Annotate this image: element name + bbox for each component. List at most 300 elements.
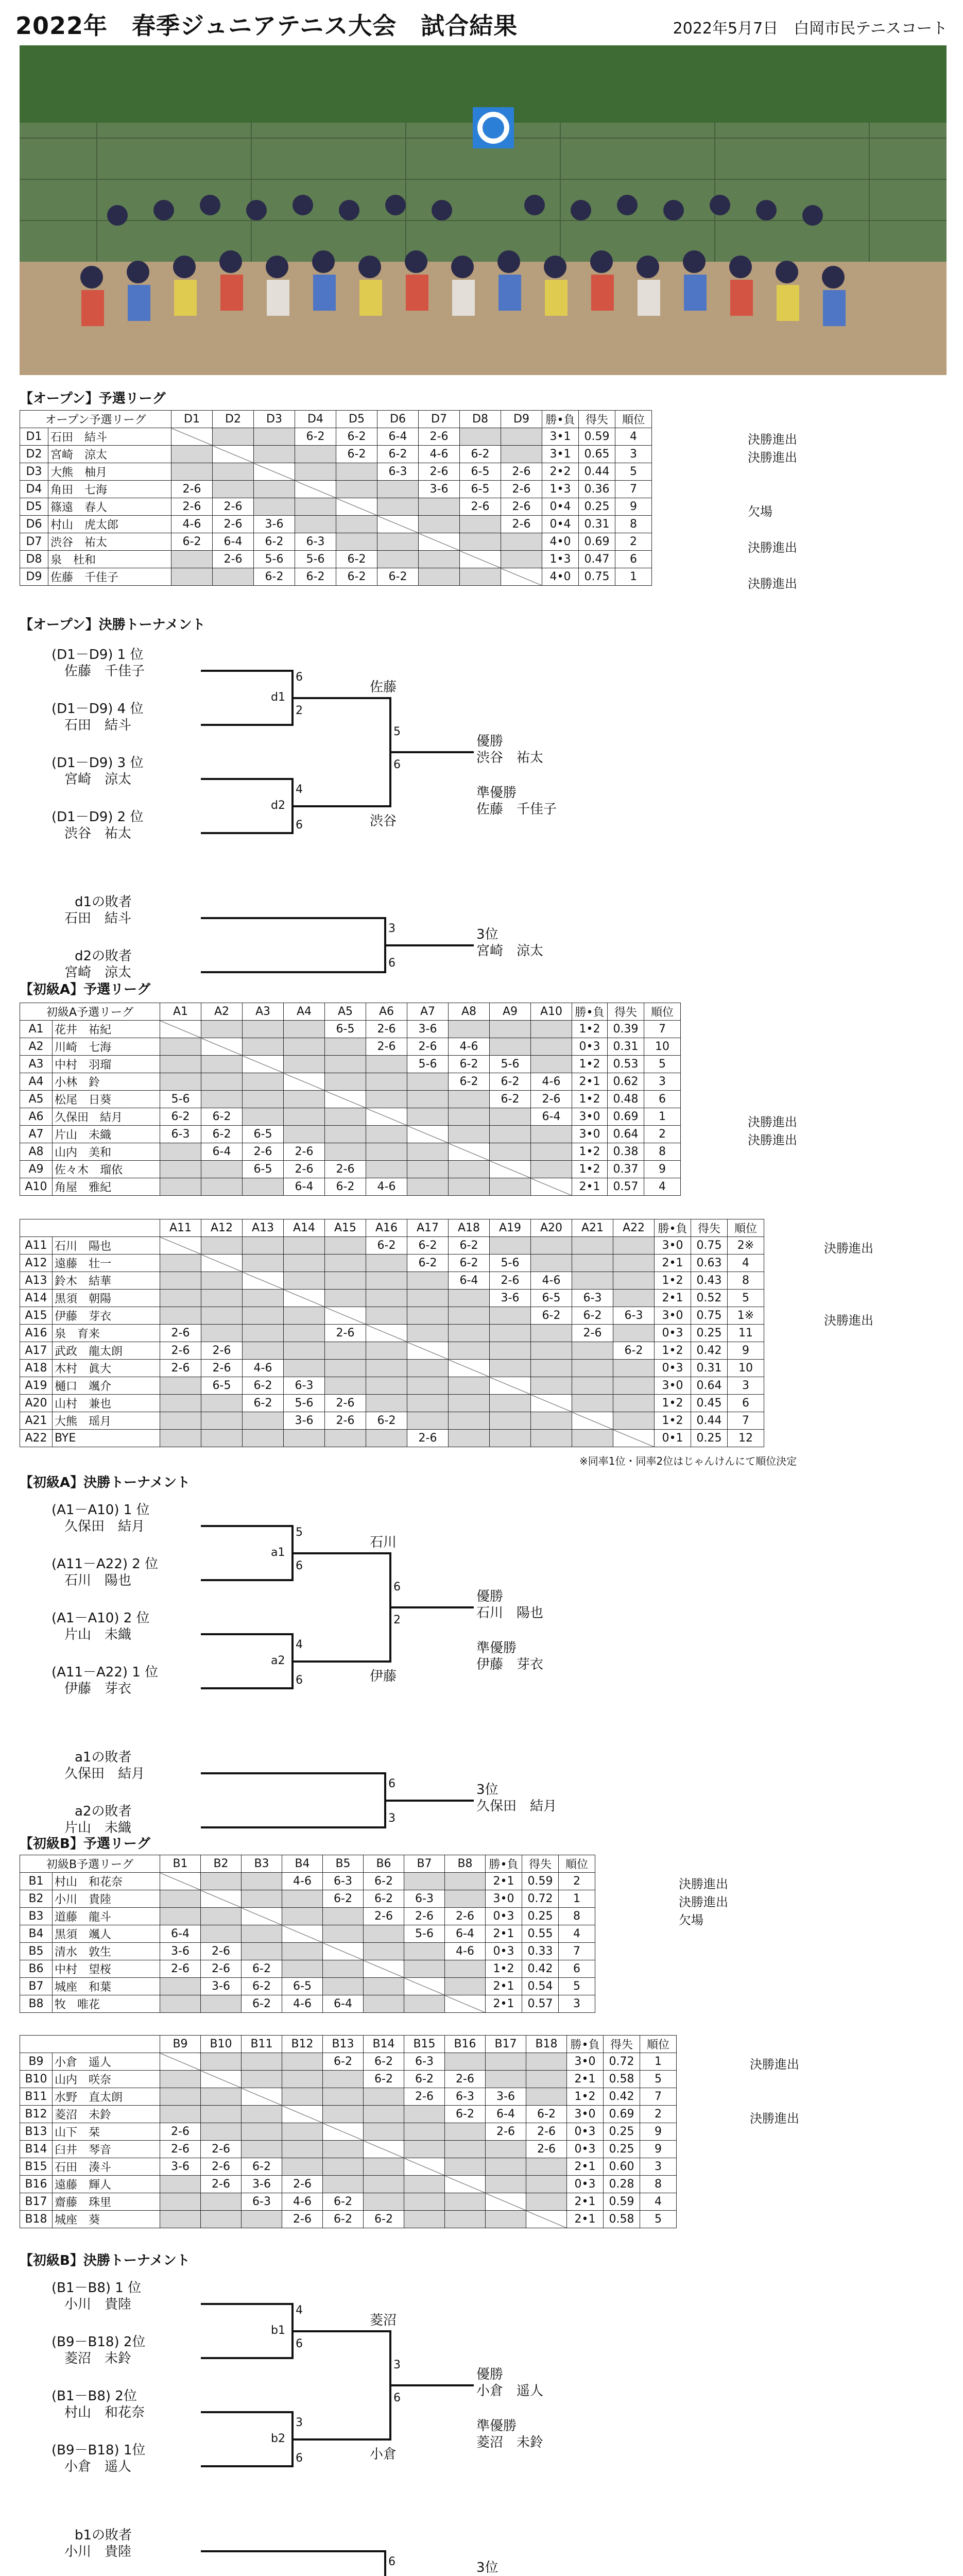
score-cell: 2-6: [160, 1360, 201, 1377]
stat-header: 勝•負: [542, 411, 579, 428]
column-header: B10: [201, 2036, 242, 2053]
score-cell: [295, 481, 336, 498]
score-cell: [201, 1038, 243, 1056]
stat-header: 得失: [604, 2036, 640, 2053]
score-cell: [531, 1430, 572, 1447]
score-cell: 3-6: [419, 481, 460, 498]
table-header-row: [20, 1219, 764, 1237]
score-cell: [201, 1237, 243, 1255]
player-name: 山内 咲奈: [53, 2071, 160, 2088]
rank: 7: [615, 481, 652, 498]
rank: 8: [644, 1143, 681, 1161]
score-cell: 2-6: [419, 428, 460, 446]
score-cell: [445, 1960, 486, 1978]
score-cell: [460, 516, 501, 533]
score-cell: [613, 1377, 655, 1395]
score-cell: 6-2: [449, 1237, 490, 1255]
score-cell: 3-6: [254, 516, 295, 533]
score-cell: [284, 1290, 325, 1307]
page-title: 2022年 春季ジュニアテニス大会 試合結果: [15, 12, 518, 40]
score-cell: [201, 1995, 242, 2013]
score-cell: 3-6: [242, 2176, 282, 2193]
win-loss: 0•3: [572, 1038, 608, 1056]
score-cell: 2-6: [282, 2176, 323, 2193]
loser-label: a1の敗者: [75, 1750, 132, 1765]
win-loss: 0•4: [542, 498, 579, 516]
player-id: A18: [20, 1360, 53, 1377]
score-cell: 6-2: [242, 2158, 282, 2176]
column-header: B12: [282, 2036, 323, 2053]
player-name: 佐々木 瑠依: [53, 1161, 160, 1178]
score-cell: [213, 428, 254, 446]
score-cell: 6-2: [242, 1960, 282, 1978]
score-cell: [531, 1021, 572, 1038]
seed-label: (B1－B8) 1 位: [51, 2280, 142, 2296]
win-loss: 2•1: [567, 2193, 604, 2211]
score-cell: [490, 1395, 531, 1412]
score-cell: [323, 2106, 364, 2123]
player-name: 渋谷 祐太: [48, 533, 171, 551]
score-cell: 4-6: [531, 1272, 572, 1290]
third-place-name: 久保田 結月: [476, 1798, 557, 1814]
score-cell: 6-2: [490, 1091, 531, 1108]
score-cell: [254, 498, 295, 516]
column-header: A7: [407, 1003, 449, 1021]
loser-label: b1の敗者: [75, 2528, 132, 2543]
column-header: B18: [526, 2036, 567, 2053]
score-cell: [323, 2141, 364, 2158]
column-header: D4: [295, 411, 336, 428]
league-table: [20, 1219, 764, 1447]
bracket-line: [391, 1606, 474, 1608]
score-cell: [572, 1272, 613, 1290]
score-cell: [243, 1272, 284, 1290]
win-loss: 2•2: [542, 463, 579, 481]
score-cell: [325, 1038, 366, 1056]
score-cell: [243, 1237, 284, 1255]
stat-header: 勝•負: [567, 2036, 604, 2053]
bracket-line: [201, 2357, 294, 2359]
column-header: A11: [160, 1219, 201, 1237]
event-venue: 白岡市民テニスコート: [794, 20, 948, 38]
score-cell: [490, 1178, 531, 1196]
game-ratio: 0.75: [579, 568, 615, 586]
score-cell: [282, 1943, 323, 1960]
win-loss: 2•1: [486, 1925, 522, 1943]
player-name: 渋谷 祐太: [64, 826, 132, 841]
column-header: D5: [336, 411, 377, 428]
event-date: 2022年5月7日: [673, 20, 779, 38]
score-cell: [572, 1377, 613, 1395]
player-id: B7: [20, 1978, 53, 1995]
score-cell: [201, 2071, 242, 2088]
column-header: A4: [284, 1003, 325, 1021]
score-cell: 2-6: [284, 1143, 325, 1161]
row-note: 欠場: [748, 504, 772, 519]
score-cell: [613, 1290, 655, 1307]
win-loss: 0•3: [567, 2123, 604, 2141]
table-title-cell: 初級A予選リーグ: [20, 1003, 160, 1021]
score-cell: [366, 1108, 407, 1126]
bracket-line: [294, 1660, 391, 1663]
player-id: D5: [20, 498, 48, 516]
column-header: B1: [160, 1855, 201, 1873]
table-row: [20, 1126, 681, 1143]
win-loss: 2•1: [567, 2158, 604, 2176]
table-header-row: [20, 1003, 681, 1021]
table-row: [20, 1908, 595, 1925]
score-cell: [501, 428, 542, 446]
game-ratio: 0.64: [691, 1377, 728, 1395]
score-cell: 6-2: [323, 2193, 364, 2211]
rank: 7: [728, 1412, 764, 1430]
rank: 8: [615, 516, 652, 533]
table-row: [20, 2211, 677, 2228]
row-note: 欠場: [679, 1913, 703, 1927]
player-name: 伊藤 芽衣: [53, 1307, 160, 1325]
score-cell: 6-2: [366, 1237, 407, 1255]
table-title-cell: [20, 2036, 160, 2053]
rank: 5: [644, 1056, 681, 1073]
player-id: A1: [20, 1021, 53, 1038]
game-ratio: 0.59: [522, 1873, 559, 1890]
row-note: 決勝進出: [748, 577, 797, 591]
score-cell: [160, 1178, 201, 1196]
win-loss: 1•2: [572, 1161, 608, 1178]
score-cell: [490, 1325, 531, 1342]
score-cell: [160, 1237, 201, 1255]
score-cell: 2-6: [201, 2176, 242, 2193]
score-cell: [364, 1995, 404, 2013]
winner-name: 伊藤: [370, 1668, 397, 1684]
bracket-line: [391, 2384, 474, 2386]
score-cell: [243, 1091, 284, 1108]
score-cell: [366, 1307, 407, 1325]
score-cell: [254, 481, 295, 498]
row-note: 決勝進出: [748, 1115, 797, 1129]
score: 6: [393, 758, 401, 771]
score: 4: [296, 783, 303, 796]
score-cell: [242, 1873, 282, 1890]
score-cell: 4-6: [171, 516, 213, 533]
seed-label: (A1－A10) 2 位: [51, 1611, 150, 1626]
stat-header: 得失: [522, 1855, 559, 1873]
bracket-line: [201, 2303, 294, 2305]
win-loss: 3•0: [567, 2106, 604, 2123]
score-cell: 2-6: [404, 1908, 445, 1925]
score-cell: 6-2: [364, 1890, 404, 1908]
game-ratio: 0.37: [608, 1161, 644, 1178]
player-id: D2: [20, 446, 48, 463]
player-name: 松尾 日葵: [53, 1091, 160, 1108]
rank: 3: [644, 1073, 681, 1091]
game-ratio: 0.62: [608, 1073, 644, 1091]
table-row: [20, 2158, 677, 2176]
score-cell: [243, 1021, 284, 1038]
score-cell: [284, 1021, 325, 1038]
player-name: 川崎 七海: [53, 1038, 160, 1056]
score-cell: [404, 2176, 445, 2193]
score-cell: [323, 2071, 364, 2088]
table-row: [20, 498, 652, 516]
player-id: A12: [20, 1255, 53, 1272]
score-cell: 2-6: [572, 1325, 613, 1342]
score-cell: [366, 1342, 407, 1360]
score-cell: [377, 498, 419, 516]
score-cell: 2-6: [325, 1325, 366, 1342]
player-id: B17: [20, 2193, 53, 2211]
table-row: [20, 2123, 677, 2141]
loser-name: 片山 未織: [64, 1820, 132, 1836]
player-name: 武政 龍太朗: [53, 1342, 160, 1360]
score-cell: [323, 1943, 364, 1960]
rank: 8: [728, 1272, 764, 1290]
win-loss: 2•1: [567, 2211, 604, 2228]
score-cell: [254, 463, 295, 481]
score-cell: 4-6: [282, 1995, 323, 2013]
score-cell: 2-6: [366, 1038, 407, 1056]
rank: 8: [559, 1908, 595, 1925]
score-cell: [445, 1978, 486, 1995]
rank: 6: [615, 551, 652, 568]
score: 6: [388, 2555, 395, 2568]
bracket-line: [201, 1579, 294, 1581]
score-cell: 6-4: [201, 1143, 243, 1161]
score-cell: 6-3: [323, 1873, 364, 1890]
column-header: A15: [325, 1219, 366, 1237]
player-name: 中村 望桜: [53, 1960, 160, 1978]
player-id: A20: [20, 1395, 53, 1412]
page-header: [0, 0, 963, 41]
game-ratio: 0.54: [522, 1978, 559, 1995]
player-id: A2: [20, 1038, 53, 1056]
score-cell: [201, 1178, 243, 1196]
player-name: 黒須 颯人: [53, 1925, 160, 1943]
score-cell: [377, 551, 419, 568]
score-cell: [613, 1430, 655, 1447]
score-cell: [282, 1925, 323, 1943]
score-cell: [531, 1255, 572, 1272]
score: 6: [296, 671, 303, 684]
runner-up-name: 菱沼 未鈴: [476, 2434, 544, 2450]
column-header: B17: [486, 2036, 526, 2053]
score-cell: 6-5: [201, 1377, 243, 1395]
score-cell: 6-4: [160, 1925, 201, 1943]
game-ratio: 0.31: [579, 516, 615, 533]
score-cell: [243, 1056, 284, 1073]
bracket-line: [201, 1525, 294, 1527]
loser-name: 宮崎 涼太: [64, 965, 132, 980]
score-cell: [526, 2176, 567, 2193]
player-name: 角田 七海: [48, 481, 171, 498]
table-row: [20, 1395, 764, 1412]
table-title-cell: オープン予選リーグ: [20, 411, 171, 428]
bracket-line: [201, 670, 294, 672]
win-loss: 2•1: [567, 2071, 604, 2088]
score-cell: [242, 2123, 282, 2141]
score-cell: 6-3: [377, 463, 419, 481]
player-id: A11: [20, 1237, 53, 1255]
score-cell: [572, 1430, 613, 1447]
stat-header: 得失: [579, 411, 615, 428]
player-name: 宮崎 涼太: [64, 772, 132, 787]
score-cell: [449, 1377, 490, 1395]
rank: 5: [640, 2211, 677, 2228]
win-loss: 3•0: [567, 2053, 604, 2071]
score-cell: 2-6: [243, 1143, 284, 1161]
score-cell: [323, 1960, 364, 1978]
score-cell: [531, 1360, 572, 1377]
score-cell: [531, 1178, 572, 1196]
league-table: [20, 1003, 681, 1196]
score-cell: [531, 1237, 572, 1255]
game-ratio: 0.63: [691, 1255, 728, 1272]
score-cell: [531, 1377, 572, 1395]
score-cell: 2-6: [160, 1960, 201, 1978]
column-header: B2: [201, 1855, 242, 1873]
score-cell: 6-5: [460, 463, 501, 481]
score-cell: [407, 1272, 449, 1290]
bracket-line: [201, 2550, 386, 2552]
score-cell: [404, 1978, 445, 1995]
player-id: D4: [20, 481, 48, 498]
score-cell: [295, 516, 336, 533]
table-row: [20, 551, 652, 568]
win-loss: 0•3: [567, 2176, 604, 2193]
column-header: D8: [460, 411, 501, 428]
score-cell: [254, 446, 295, 463]
rank: 2: [640, 2106, 677, 2123]
score-cell: [377, 533, 419, 551]
player-id: B10: [20, 2071, 53, 2088]
player-name: 小川 貴陸: [53, 1890, 160, 1908]
player-name: 片山 未織: [64, 1627, 132, 1642]
score-cell: [336, 498, 377, 516]
game-ratio: 0.58: [604, 2071, 640, 2088]
score-cell: 6-3: [613, 1307, 655, 1325]
score-cell: [419, 516, 460, 533]
stat-header: 順位: [559, 1855, 595, 1873]
score-cell: [160, 1395, 201, 1412]
score-cell: 5-6: [160, 1091, 201, 1108]
rank: 6: [644, 1091, 681, 1108]
score-cell: [364, 1978, 404, 1995]
loser-label: d2の敗者: [75, 948, 132, 964]
row-note: 決勝進出: [748, 540, 797, 555]
table-row: [20, 568, 652, 586]
rank: 1※: [728, 1307, 764, 1325]
score-cell: [490, 1021, 531, 1038]
score-cell: [160, 2106, 201, 2123]
win-loss: 1•2: [572, 1021, 608, 1038]
game-ratio: 0.44: [579, 463, 615, 481]
win-loss: 0•3: [486, 1943, 522, 1960]
score-cell: 2-6: [201, 2158, 242, 2176]
score-cell: [460, 568, 501, 586]
score-cell: [449, 1342, 490, 1360]
game-ratio: 0.25: [522, 1908, 559, 1925]
player-name: 小倉 遥人: [53, 2053, 160, 2071]
table-title-cell: 初級B予選リーグ: [20, 1855, 160, 1873]
score-cell: [242, 1925, 282, 1943]
score: 6: [393, 2391, 401, 2404]
table-row: [20, 428, 652, 446]
game-ratio: 0.69: [579, 533, 615, 551]
score-cell: [284, 1237, 325, 1255]
score-cell: 3-6: [160, 1943, 201, 1960]
match-label: b1: [271, 2324, 285, 2337]
bracket-line: [294, 2438, 391, 2441]
player-id: A10: [20, 1178, 53, 1196]
score-cell: 5-6: [490, 1056, 531, 1073]
game-ratio: 0.25: [691, 1430, 728, 1447]
player-id: A17: [20, 1342, 53, 1360]
score-cell: [366, 1360, 407, 1377]
rank: 1: [615, 568, 652, 586]
score-cell: 6-2: [295, 428, 336, 446]
section-title: 【初級B】決勝トーナメント: [20, 2253, 190, 2268]
score-cell: 6-3: [404, 2053, 445, 2071]
score-cell: 2-6: [160, 1325, 201, 1342]
score-cell: [407, 1342, 449, 1360]
score-cell: [201, 1056, 243, 1073]
table-row: [20, 1890, 595, 1908]
match-label: a1: [271, 1546, 285, 1559]
loser-name: 小川 貴陸: [64, 2544, 132, 2560]
win-loss: 1•2: [655, 1272, 691, 1290]
game-ratio: 0.42: [691, 1342, 728, 1360]
score-cell: [613, 1255, 655, 1272]
column-header: A16: [366, 1219, 407, 1237]
table-row: [20, 1925, 595, 1943]
score-cell: [526, 2158, 567, 2176]
game-ratio: 0.43: [691, 1272, 728, 1290]
score-cell: [407, 1290, 449, 1307]
score-cell: 6-3: [284, 1377, 325, 1395]
score-cell: 6-2: [336, 428, 377, 446]
rank: 4: [640, 2193, 677, 2211]
score-cell: [486, 2071, 526, 2088]
score-cell: [325, 1126, 366, 1143]
player-id: D6: [20, 516, 48, 533]
score-cell: 4-6: [449, 1038, 490, 1056]
player-id: A4: [20, 1073, 53, 1091]
player-name: 道藤 龍斗: [53, 1908, 160, 1925]
score-cell: [160, 1161, 201, 1178]
score-cell: [160, 1073, 201, 1091]
rank: 8: [640, 2176, 677, 2193]
player-id: D1: [20, 428, 48, 446]
game-ratio: 0.25: [691, 1325, 728, 1342]
score-cell: [160, 2193, 201, 2211]
seed-label: (A11－A22) 2 位: [51, 1556, 159, 1572]
runner-up-name: 佐藤 千佳子: [476, 801, 557, 817]
champion-name: 渋谷 祐太: [476, 750, 544, 766]
player-name: 篠遠 春人: [48, 498, 171, 516]
score-cell: [366, 1073, 407, 1091]
score-cell: 6-4: [445, 1925, 486, 1943]
table-row: [20, 446, 652, 463]
third-place-name: 宮崎 涼太: [476, 943, 544, 959]
table-row: [20, 1978, 595, 1995]
player-id: B13: [20, 2123, 53, 2141]
score-cell: [242, 1908, 282, 1925]
score-cell: [419, 568, 460, 586]
row-note: 決勝進出: [679, 1895, 728, 1909]
game-ratio: 0.52: [691, 1290, 728, 1307]
score-cell: [364, 2176, 404, 2193]
win-loss: 1•2: [572, 1143, 608, 1161]
